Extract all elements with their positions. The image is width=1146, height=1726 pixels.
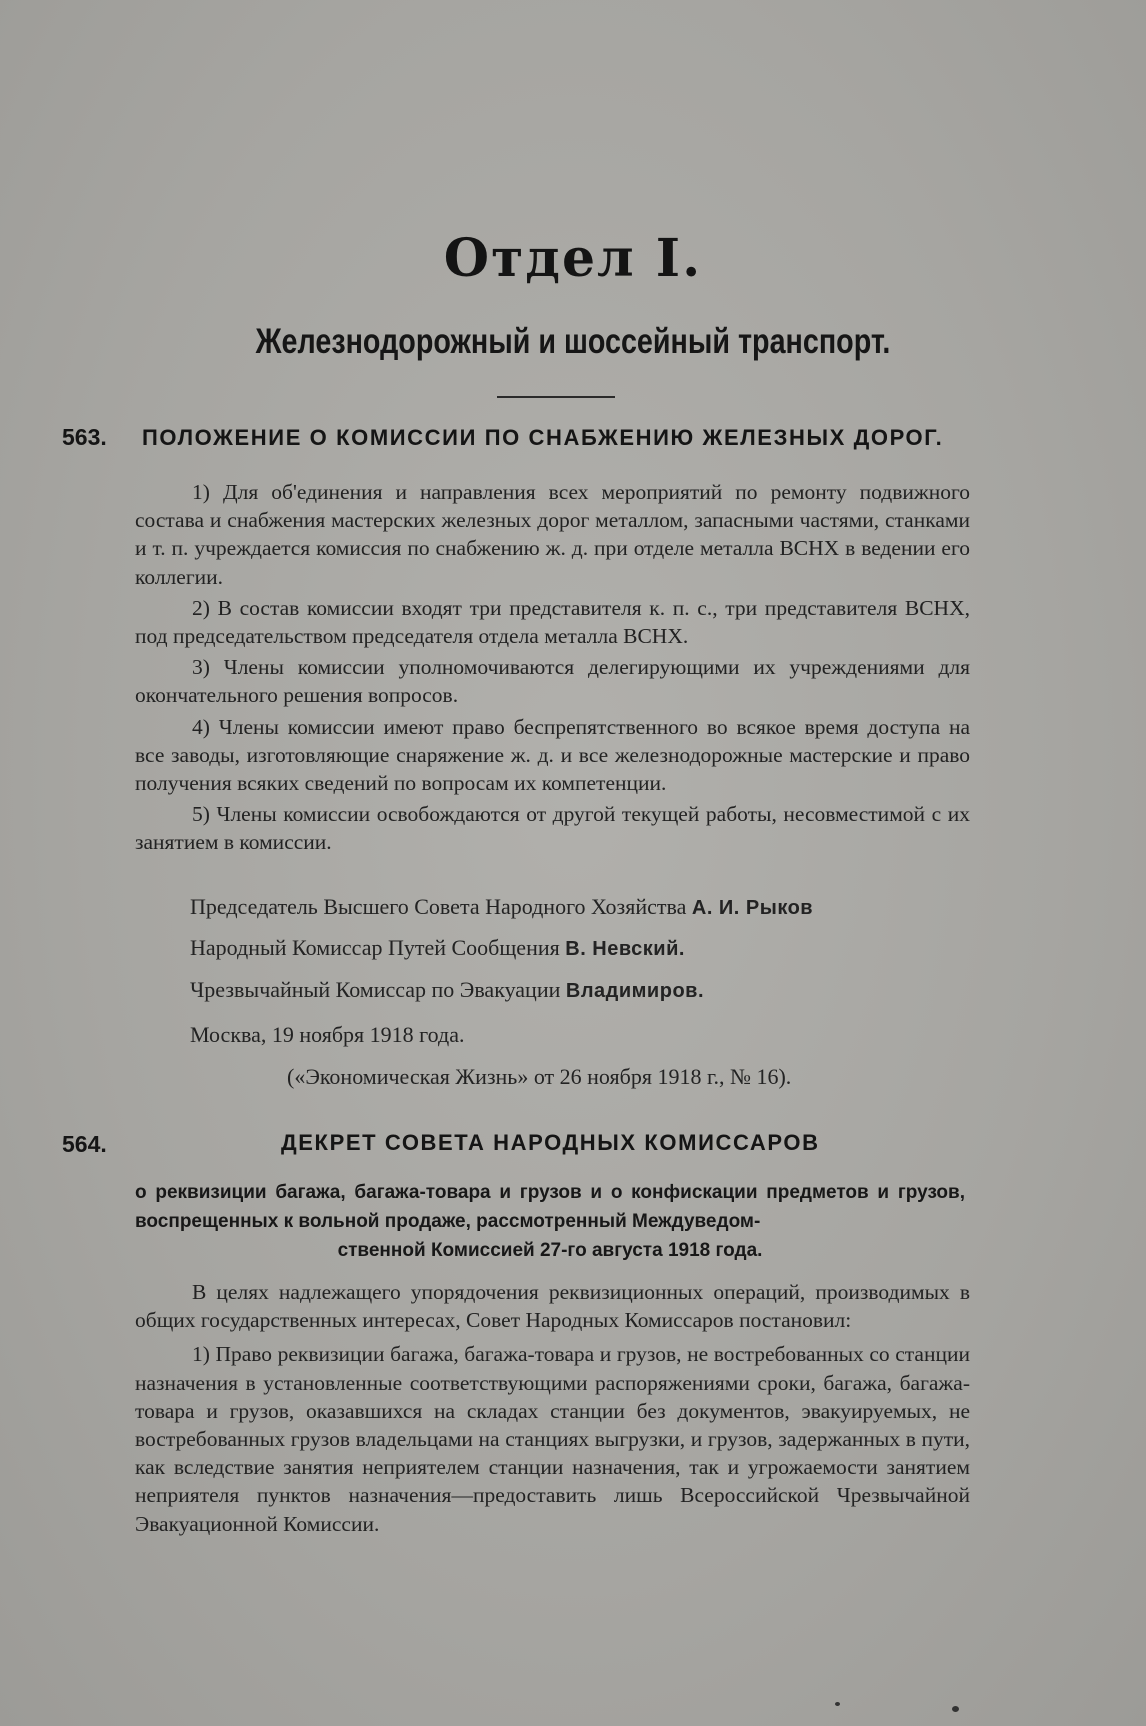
paragraph: 4) Члены комиссии имеют право беспрепятственного во всякое время доступа на все заводы, изготовляющие снаряжение ж. д. и все железнодорожные мастерские и право получения всяких сведений по вопросам их компетенции. (135, 714, 970, 796)
doc-number-564: 564. (62, 1131, 107, 1157)
divider (497, 396, 615, 398)
signature-name: Владимиров. (565, 980, 705, 1002)
doc-body-563 (135, 478, 970, 857)
paragraph: 1) Для об'единения и направления всех мероприятий по ремонту подвижного состава и снабжения мастерских железных дорог металлом, запасными частями, станками и т. п. учреждается комиссия по снабжению ж. д. при отделе металла ВСНХ в ведении его коллегии. (135, 480, 970, 589)
paragraph: 2) В состав комиссии входят три представителя к. п. с., три представителя ВСНХ, под председательством председателя отдела металла ВСНХ. (135, 595, 970, 649)
signature-role: Народный Комиссар Путей Сообщения (190, 935, 560, 960)
signature-role: Чрезвычайный Комиссар по Эвакуации (190, 977, 561, 1002)
signature-rykov (190, 894, 813, 920)
bleed-through-text (180, 118, 960, 198)
signature-name: А. И. Рыков (691, 897, 814, 919)
doc-body-564 (135, 1278, 970, 1538)
subheading-last: ственной Комиссией 27-го августа 1918 года. (337, 1240, 763, 1261)
doc-heading-563: ПОЛОЖЕНИЕ О КОМИССИИ ПО СНАБЖЕНИЮ ЖЕЛЕЗНЫХ ДОРОГ. (142, 425, 944, 450)
place-date: Москва, 19 ноября 1918 года. (190, 1022, 465, 1047)
signature-role: Председатель Высшего Совета Народного Хозяйства (190, 894, 687, 919)
section-title: Отдел I. (443, 228, 703, 289)
paragraph: 5) Члены комиссии освобождаются от другой текущей работы, несовместимой с их занятием в комиссии. (135, 802, 970, 855)
paragraph: В целях надлежащего упорядочения реквизиционных операций, производимых в общих государственных интересах, Совет Народных Комиссаров постановил: (135, 1280, 970, 1333)
doc-number-563: 563. (62, 424, 107, 450)
signature-name: В. Невский. (565, 938, 685, 960)
signature-nevsky (190, 935, 685, 961)
paragraph: 3) Члены комиссии уполномочиваются делегирующими их учреждениями для окончательного решения вопросов. (135, 655, 970, 708)
signature-vladimirov (190, 977, 704, 1003)
doc-subheading-564 (135, 1178, 965, 1265)
print-speck (952, 1706, 959, 1712)
section-subtitle: Железнодорожный и шоссейный транспорт. (255, 322, 891, 361)
subheading-main: о реквизиции багажа, багажа-товара и грузов и о конфискации предметов и грузов, воспрещенных к вольной продаже, рассмотренный Междуведом- (135, 1182, 965, 1232)
print-speck (835, 1702, 840, 1706)
paragraph: 1) Право реквизиции багажа, багажа-товара и грузов, не востребованных со станции назначения в установленные соответствующими распоряжениями сроки, багажа, багажа-товара и грузов, оказавшихся на складах станции без документов, эвакуируемых, не востребованных грузов владельцами на станциях выгрузки, и грузов, задержанных в пути, как вследствие занятия неприятелем станции назначения, так и угрожаемости занятием неприятеля пунктов назначения—предоставить лишь Всероссийской Чрезвычайной Эвакуационной Комиссии. (135, 1342, 970, 1536)
doc-heading-564: ДЕКРЕТ СОВЕТА НАРОДНЫХ КОМИССАРОВ (281, 1130, 820, 1155)
source-citation: («Экономическая Жизнь» от 26 ноября 1918 г., № 16). (287, 1064, 792, 1089)
